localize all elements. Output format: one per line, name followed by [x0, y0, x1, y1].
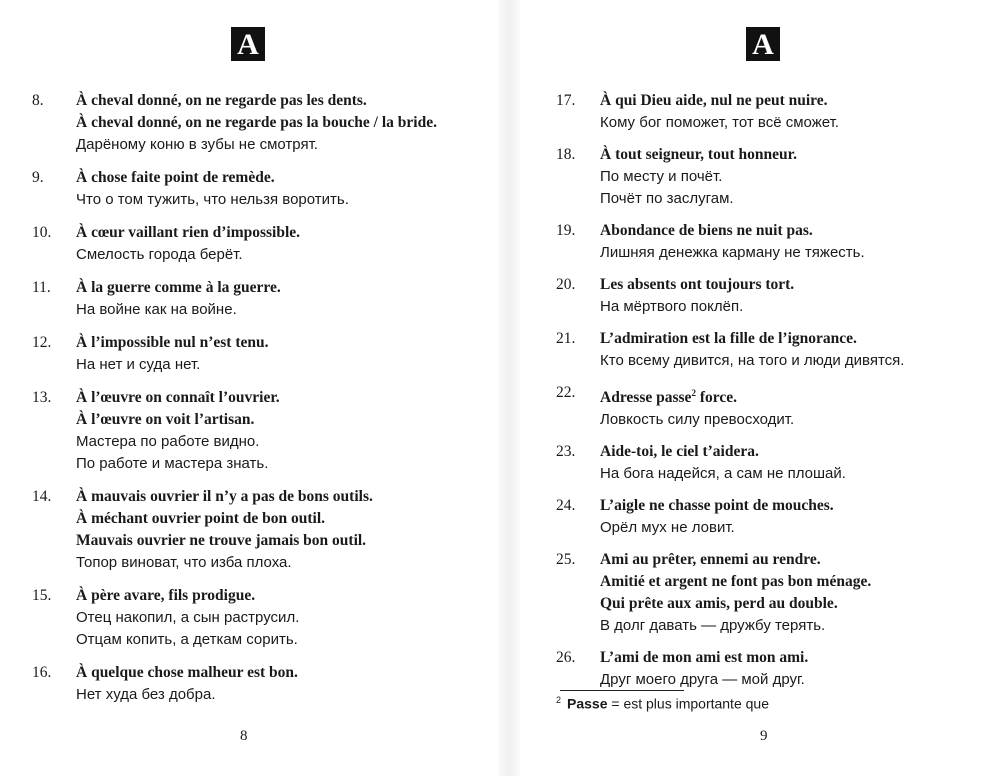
russian-equivalent-line: Кому бог поможет, тот всё сможет.	[600, 114, 839, 131]
french-proverb-line: À quelque chose malheur est bon.	[76, 664, 298, 681]
russian-equivalent-line: Смелость города берёт.	[76, 246, 243, 263]
french-proverb-line: À qui Dieu aide, nul ne peut nuire.	[600, 92, 828, 109]
french-proverb-line: À l’œuvre on voit l’artisan.	[76, 411, 255, 428]
book-gutter	[498, 0, 520, 776]
proverb-number: 9.	[32, 169, 44, 186]
section-letter-badge: A	[746, 27, 780, 61]
proverb-number: 15.	[32, 587, 52, 604]
proverb-number: 19.	[556, 222, 576, 239]
russian-equivalent-line: Нет худа без добра.	[76, 686, 216, 703]
russian-equivalent-line: Друг моего друга — мой друг.	[600, 671, 805, 689]
russian-equivalent-line: На мёртвого поклёп.	[600, 298, 744, 315]
proverb-number: 25.	[556, 551, 576, 569]
proverb-entry	[556, 382, 996, 431]
proverb-number: 13.	[32, 389, 52, 406]
russian-equivalent-line: Что о том тужить, что нельзя воротить.	[76, 191, 349, 208]
french-proverb-line: À cheval donné, on ne regarde pas la bouche / la bride.	[76, 114, 437, 131]
french-proverb-line: Mauvais ouvrier ne trouve jamais bon outil.	[76, 532, 367, 549]
section-letter-badge: A	[231, 27, 265, 61]
french-proverb-line: Ami au prêter, ennemi au rendre.	[600, 551, 821, 569]
french-proverb-line: À chose faite point de remède.	[76, 169, 275, 186]
proverb-number: 11.	[32, 279, 51, 296]
proverb-entry	[32, 585, 492, 651]
french-proverb-line: L’admiration est la fille de l’ignorance.	[600, 330, 857, 347]
russian-equivalent-line: На бога надейся, а сам не плошай.	[600, 465, 846, 483]
french-proverb-line: Adresse passe$^2$ force.	[600, 388, 737, 407]
proverb-entry	[32, 90, 492, 156]
russian-equivalent-line: Мастера по работе видно.	[76, 433, 260, 450]
proverb-entry	[556, 220, 996, 264]
footnote-term: Passe	[567, 695, 608, 712]
proverb-number: 24.	[556, 497, 576, 515]
russian-equivalent-line: На войне как на войне.	[76, 301, 237, 318]
proverb-list	[32, 90, 492, 717]
proverb-number: 10.	[32, 224, 52, 241]
proverb-number: 17.	[556, 92, 576, 109]
proverb-entry	[556, 441, 996, 485]
russian-equivalent-line: Топор виноват, что изба плоха.	[76, 554, 292, 571]
french-proverb-line: À mauvais ouvrier il n’y a pas de bons outils.	[76, 488, 373, 505]
footnote-marker: 2	[556, 695, 562, 705]
proverb-number: 8.	[32, 92, 44, 109]
proverb-entry	[556, 144, 996, 210]
french-proverb-line: Abondance de biens ne nuit pas.	[600, 222, 813, 239]
russian-equivalent-line: Орёл мух не ловит.	[600, 519, 735, 537]
french-proverb-line: À méchant ouvrier point de bon outil.	[76, 510, 326, 527]
french-proverb-line: À tout seigneur, tout honneur.	[600, 146, 797, 163]
proverb-number: 14.	[32, 488, 52, 505]
proverb-list	[556, 90, 996, 701]
proverb-entry	[556, 274, 996, 318]
french-proverb-line: À l’œuvre on connaît l’ouvrier.	[76, 389, 280, 406]
proverb-number: 23.	[556, 443, 576, 461]
proverb-entry	[32, 277, 492, 321]
proverb-number: 21.	[556, 330, 576, 347]
proverb-number: 12.	[32, 334, 52, 351]
russian-equivalent-line: Отец накопил, а сын раструсил.	[76, 609, 300, 626]
russian-equivalent-line: Отцам копить, а деткам сорить.	[76, 631, 298, 648]
proverb-entry	[32, 222, 492, 266]
proverb-number: 16.	[32, 664, 52, 681]
proverb-entry	[32, 332, 492, 376]
proverb-entry	[556, 90, 996, 134]
russian-equivalent-line: Ловкость силу превосходит.	[600, 411, 795, 429]
russian-equivalent-line: Дарёному коню в зубы не смотрят.	[76, 136, 318, 153]
proverb-entry	[32, 662, 492, 706]
russian-equivalent-line: По месту и почёт.	[600, 168, 723, 185]
french-proverb-line: À cheval donné, on ne regarde pas les dents.	[76, 92, 367, 109]
proverb-number: 26.	[556, 649, 576, 667]
proverb-number: 20.	[556, 276, 576, 293]
french-proverb-line: Amitié et argent ne font pas bon ménage.	[600, 573, 872, 591]
page-number: 8	[240, 728, 248, 744]
page-number: 9	[760, 728, 768, 744]
proverb-entry	[32, 167, 492, 211]
proverb-entry	[556, 328, 996, 372]
french-proverb-line: À cœur vaillant rien d’impossible.	[76, 224, 301, 241]
french-proverb-line: Aide-toi, le ciel t’aidera.	[600, 443, 759, 461]
french-proverb-line: L’aigle ne chasse point de mouches.	[600, 497, 834, 515]
proverb-entry	[556, 647, 996, 691]
russian-equivalent-line: В долг давать — дружбу терять.	[600, 617, 826, 635]
proverb-entry	[556, 495, 996, 539]
french-proverb-line: À la guerre comme à la guerre.	[76, 279, 281, 296]
right-page	[520, 0, 1000, 776]
french-proverb-line: À l’impossible nul n’est tenu.	[76, 334, 269, 351]
footnote-text: = est plus importante que	[607, 695, 769, 712]
french-proverb-line: L’ami de mon ami est mon ami.	[600, 649, 809, 667]
russian-equivalent-line: По работе и мастера знать.	[76, 455, 269, 472]
proverb-number: 18.	[556, 146, 576, 163]
french-proverb-line: Les absents ont toujours tort.	[600, 276, 795, 293]
proverb-number: 22.	[556, 384, 576, 401]
footnote-divider	[560, 690, 684, 691]
proverb-entry	[32, 387, 492, 475]
russian-equivalent-line: На нет и суда нет.	[76, 356, 201, 373]
french-proverb-line: Qui prête aux amis, perd au double.	[600, 595, 838, 613]
proverb-entry	[556, 549, 996, 637]
proverb-entry	[32, 486, 492, 574]
russian-equivalent-line: Почёт по заслугам.	[600, 190, 734, 207]
footnote	[556, 695, 769, 712]
french-proverb-line: À père avare, fils prodigue.	[76, 587, 256, 604]
russian-equivalent-line: Лишняя денежка карману не тяжесть.	[600, 244, 865, 261]
russian-equivalent-line: Кто всему дивится, на того и люди дивятся.	[600, 352, 905, 369]
footnote-reference: 2	[691, 388, 696, 398]
